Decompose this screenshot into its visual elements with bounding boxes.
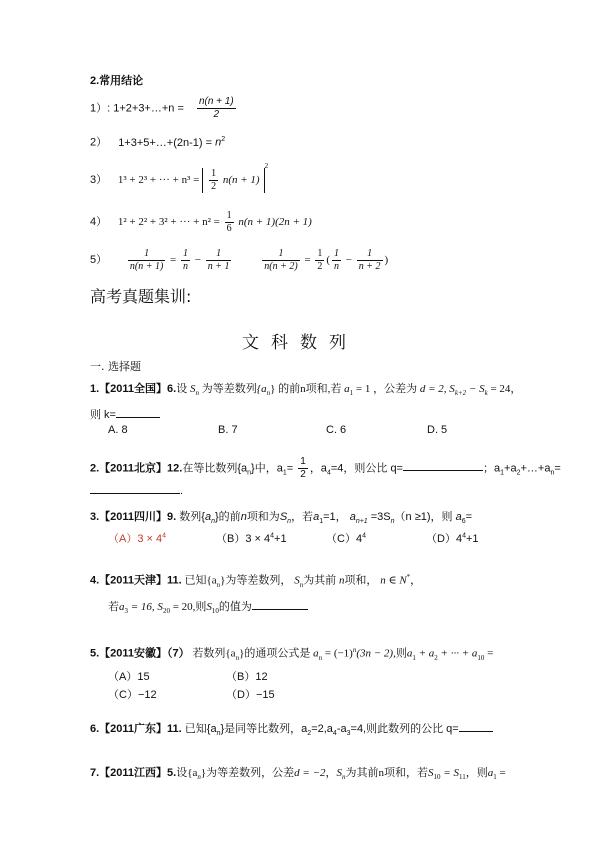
question-7-d: d = −2 <box>294 767 326 779</box>
formula-5-label: 5） <box>90 254 108 267</box>
question-2-line-2 <box>90 482 183 498</box>
question-1-cond2-val: = 24 <box>487 383 511 395</box>
question-2-sub-1: 1 <box>282 469 287 477</box>
question-1-cond2-sub2: k <box>484 389 488 398</box>
formula-5-eq-2: = <box>304 254 311 267</box>
formula-1-denominator: 2 <box>213 109 220 120</box>
question-2-blank-sum[interactable] <box>90 482 180 494</box>
formula-3-numerator: 1 <box>211 168 217 179</box>
question-7-text-c: ， <box>325 767 337 779</box>
question-2-s1: 1 <box>500 469 505 477</box>
formula-4-label: 4） <box>90 216 108 229</box>
question-2-text-e: =4，则公比 q= <box>330 462 403 475</box>
question-3-option-c-exp: 4 <box>362 532 366 540</box>
question-5-text-a: 若数列{a <box>192 647 236 660</box>
question-1-sn: S <box>189 383 196 395</box>
formula-1 <box>90 96 238 121</box>
question-2-frac-num: 1 <box>300 456 306 467</box>
question-5-sum-sub1: 1 <box>412 653 416 662</box>
formula-3-denominator: 2 <box>211 181 217 192</box>
question-3-n: n <box>240 511 247 523</box>
question-1-seq-close: } <box>270 383 276 395</box>
question-4-cond: n ∈ N <box>380 574 407 587</box>
formula-3 <box>90 162 269 193</box>
question-3-an-sub: n <box>211 518 215 526</box>
question-6-text-a: 已知{a <box>184 723 217 735</box>
question-4-text-c: 为其前 <box>303 574 337 587</box>
formula-5-minus-1: − <box>194 254 201 267</box>
question-3-text-f: = <box>465 511 473 523</box>
formula-4-numerator: 1 <box>226 210 232 221</box>
question-5-formula-exp: n <box>352 646 357 654</box>
question-4-line2-g: 的值为 <box>218 601 252 613</box>
question-3-text-e: （n ≥1)，则 <box>394 511 453 523</box>
question-1-text-c: 的前n项和,若 <box>278 383 342 395</box>
question-3-a1-val: =1， <box>323 511 347 523</box>
question-1-option-d[interactable]: D. 5 <box>427 424 448 436</box>
formula-5-frac-b-num: 1 <box>183 248 189 259</box>
formula-3-label: 3） <box>90 174 108 187</box>
formula-3-bracket <box>202 168 265 193</box>
question-2-frac-den: 2 <box>300 469 306 480</box>
question-6-s2: 2 <box>307 730 312 738</box>
question-1-line-2 <box>90 406 160 422</box>
section-title-text: 2.常用结论 <box>90 75 144 87</box>
question-5-prefix: 5.【2011安徽】（7） <box>90 647 190 660</box>
question-3-text-c: 项和为 <box>246 511 280 523</box>
formula-5-frac-f-num: 1 <box>334 248 340 259</box>
question-4-line2-c-sub: 20 <box>162 607 170 616</box>
question-4-cond-sup: * <box>406 573 411 581</box>
question-7-sn-sub: n <box>342 773 346 782</box>
question-3-a6-sub: 6 <box>461 518 466 526</box>
question-1-cond1-sub: 1 <box>349 389 354 398</box>
question-1-sn-sub: n <box>195 389 199 398</box>
formula-5-frac-c-num: 1 <box>206 248 232 261</box>
formula-5-frac-a <box>128 248 165 273</box>
question-3-option-b-label: （B）3 × 4 <box>216 533 271 545</box>
question-2-text-h: +…+a <box>520 462 551 475</box>
question-7-text-f: = <box>496 767 506 779</box>
subject-title: 文科数列 <box>242 333 358 353</box>
formula-2-text: 1+3+5+…+(2n-1) = <box>118 136 213 149</box>
question-5-formula: a <box>313 647 319 660</box>
question-2-sub-4: 4 <box>326 469 331 477</box>
question-1-option-a[interactable]: A. 8 <box>108 424 128 436</box>
question-3-a1: a <box>313 511 320 523</box>
question-6-prefix: 6.【2011广东】11. <box>90 723 182 735</box>
formula-4 <box>90 210 312 235</box>
question-3-a1-sub: 1 <box>319 518 324 526</box>
question-2-text-d: ，a <box>309 462 327 475</box>
question-1-text-a: 设 <box>176 383 188 395</box>
question-6-text-c: =2,a <box>311 723 333 735</box>
question-2-prefix: 2.【2011北京】12. <box>90 462 183 475</box>
question-7-s10-eq: = S <box>440 767 459 779</box>
question-1-text-e: ， <box>510 383 522 395</box>
formula-5-frac-g-num: 1 <box>357 248 383 261</box>
formula-1-label: 1）: 1+2+3+…+n = <box>90 102 184 115</box>
question-5-formula-sub: n <box>318 653 323 662</box>
formula-5-minus-2: − <box>345 254 353 267</box>
question-5-sum-sub3: 10 <box>477 653 485 662</box>
question-1-prefix: 1.【2011全国】6. <box>90 383 177 395</box>
formula-5-frac-a-den: n(n + 1) <box>129 261 164 272</box>
question-3-sn-sub: n <box>287 518 292 526</box>
question-3-text-b: }的前 <box>215 511 241 523</box>
question-7-a1-sub: 1 <box>493 773 497 782</box>
question-5-text-c: ,则 <box>393 647 407 660</box>
question-1-cond1: a <box>344 383 350 395</box>
question-3-option-d-tail: +1 <box>465 533 479 545</box>
question-3-text-a: 数列{ <box>179 511 205 523</box>
question-3-option-d[interactable] <box>426 530 479 546</box>
formula-4-denominator: 6 <box>226 223 232 234</box>
question-5-option-c[interactable]: （C）−12 <box>108 689 157 701</box>
question-5-option-b[interactable]: （B）12 <box>226 671 268 683</box>
question-4-line2-c: = 16, S <box>128 601 163 613</box>
question-3 <box>90 510 472 529</box>
formula-5-frac-c-den: n + 1 <box>207 261 230 272</box>
question-1-seq: {a <box>256 383 267 395</box>
question-3-option-a[interactable] <box>108 530 166 546</box>
question-3-option-a-exp: 4 <box>162 532 167 540</box>
formula-5-eq-1: = <box>170 254 177 267</box>
question-2-s2: 2 <box>516 469 521 477</box>
question-1-answer-blank[interactable] <box>116 406 160 418</box>
question-4-an-sub: n <box>216 580 221 589</box>
question-7-an-sub: n <box>197 773 201 782</box>
question-2 <box>90 456 561 481</box>
formula-5 <box>90 248 388 273</box>
section-title <box>90 74 143 88</box>
formula-5-frac-e-num: 1 <box>317 248 323 259</box>
question-7-text-b: }为等差数列，公差 <box>200 767 295 779</box>
question-3-an: a <box>204 511 212 523</box>
question-2-blank-q[interactable] <box>403 459 483 471</box>
question-4 <box>90 570 421 592</box>
question-2-line2-end: . <box>180 485 184 497</box>
question-3-option-b-tail: +1 <box>274 533 287 545</box>
question-5-sum-d: = <box>484 647 494 660</box>
formula-2-label: 2） <box>90 136 108 149</box>
question-4-line2-f: S <box>206 601 212 613</box>
formula-2 <box>90 133 225 150</box>
question-6-text-b: }是同等比数列，a <box>220 723 308 735</box>
question-7-text-d: 为其前n项和，若 <box>345 767 429 779</box>
question-4-n: n <box>338 574 345 587</box>
formula-5-frac-f-den: n <box>334 261 340 272</box>
question-7-text-a: 设{a <box>176 767 198 779</box>
question-4-text-d: 项和， <box>344 574 378 587</box>
question-2-sub-n: n <box>247 469 252 477</box>
question-1 <box>90 382 521 400</box>
question-5-sum-b: + a <box>415 647 435 660</box>
question-1-cond2-sub: k+2 <box>454 389 467 398</box>
question-2-text-b: }中，a <box>251 462 283 475</box>
question-1-cond2: d = 2, S <box>419 383 455 395</box>
question-4-line2-e: ,则 <box>192 601 207 613</box>
question-3-text-d: ，若 <box>291 511 314 523</box>
question-2-text-a: 在等比数列{a <box>182 462 248 475</box>
question-3-a6: a <box>455 511 462 523</box>
question-5-formula-val: = (−1) <box>322 647 353 660</box>
question-3-option-c[interactable] <box>326 530 366 546</box>
formula-1-fraction <box>197 96 236 121</box>
question-7-sn: S <box>336 767 343 779</box>
question-7-prefix: 7.【2011江西】5. <box>90 767 177 779</box>
question-1-answer-label: 则 k= <box>90 409 116 421</box>
question-3-option-d-label: （D）4 <box>426 533 463 545</box>
part-title: 一. 选择题 <box>90 360 141 373</box>
question-3-sn: S <box>279 511 288 523</box>
question-1-cond1-val: = 1 <box>353 383 371 395</box>
question-7-s11-sub: 11 <box>458 773 466 782</box>
question-5-formula-tail: (3n − 2) <box>356 647 394 660</box>
question-2-text-c: = <box>286 462 294 475</box>
question-4-line2-a: 若 <box>108 601 119 613</box>
question-6 <box>90 720 493 741</box>
question-6-answer-blank[interactable] <box>459 720 493 732</box>
question-1-text-d: ，公差为 <box>373 383 418 395</box>
formula-4-tail: n(n + 1)(2n + 1) <box>238 216 312 229</box>
question-4-line2-b: a <box>119 601 125 613</box>
question-3-option-a-label: （A）3 × 4 <box>108 533 163 545</box>
question-4-line-2 <box>108 598 308 618</box>
formula-3-tail: n(n + 1) <box>222 174 260 187</box>
formula-5-frac-d-num: 1 <box>262 248 299 261</box>
question-7 <box>90 766 506 784</box>
question-5-sum: a <box>406 647 413 660</box>
question-5-sum-c: + ··· + a <box>437 647 478 660</box>
question-3-option-b-exp: 4 <box>270 532 275 540</box>
question-4-line2-b-sub: 3 <box>124 607 128 616</box>
question-1-seq-sub: n <box>266 389 271 398</box>
question-6-s4: 4 <box>332 730 337 738</box>
question-5-option-a[interactable]: （A）15 <box>108 671 150 683</box>
question-7-s10-sub: 10 <box>433 773 441 782</box>
question-2-text-i: = <box>554 462 561 475</box>
question-2-text-g: +a <box>504 462 517 475</box>
formula-2-rhs: n <box>215 136 222 149</box>
formula-3-fraction <box>209 168 218 193</box>
question-4-line2-d: = 20 <box>169 601 193 613</box>
practice-heading: 高考真题集训: <box>90 287 192 306</box>
question-6-an-sub: n <box>216 730 221 738</box>
question-1-cond2-mid: − S <box>466 383 485 395</box>
formula-5-frac-b <box>181 248 190 273</box>
question-5-sum-sub2: 2 <box>434 653 438 662</box>
question-5-option-d[interactable]: （D）−15 <box>226 689 275 701</box>
question-2-fraction <box>298 456 308 481</box>
question-5 <box>90 643 493 665</box>
formula-5-frac-a-num: 1 <box>128 248 165 261</box>
formula-5-frac-g-den: n + 2 <box>358 261 381 272</box>
question-7-s10: S <box>428 767 434 779</box>
formula-4-fraction <box>225 210 234 235</box>
formula-2-exponent: 2 <box>221 136 226 143</box>
formula-5-close-paren: ) <box>384 254 389 267</box>
question-6-text-d: -a <box>336 723 347 735</box>
question-1-option-c[interactable]: C. 6 <box>326 424 347 436</box>
formula-5-frac-e <box>315 248 324 273</box>
question-4-text-a: 已知{a <box>184 574 217 587</box>
question-7-a1: a <box>487 767 494 779</box>
question-2-text-f: ；a <box>482 462 501 475</box>
formula-5-frac-c <box>206 248 232 273</box>
question-3-prefix: 3.【2011四川】9. <box>90 511 177 523</box>
question-2-s3: n <box>550 469 555 477</box>
question-4-prefix: 4.【2011天津】11. <box>90 574 182 587</box>
question-3-an1-val: =3S <box>367 511 391 523</box>
question-5-an-sub: n <box>235 653 240 662</box>
question-5-text-b: }的通项公式是 <box>239 647 311 660</box>
formula-5-frac-b-den: n <box>183 261 189 272</box>
question-3-option-b[interactable] <box>216 530 287 546</box>
question-4-answer-blank[interactable] <box>252 598 308 610</box>
question-3-an1-sub: n+1 <box>355 518 368 526</box>
question-6-text-e: =4,则此数列的公比 q= <box>350 723 459 735</box>
formula-5-open-paren: ( <box>326 254 331 267</box>
question-4-text-e: ， <box>410 574 422 587</box>
formula-5-frac-d-den: n(n + 2) <box>264 261 298 272</box>
formula-4-lhs: 1² + 2² + 3² + ··· + n² = <box>117 216 220 229</box>
question-4-sn: S <box>294 574 300 587</box>
formula-5-frac-g <box>357 248 383 273</box>
question-4-text-b: }为等差数列， <box>220 574 292 587</box>
question-3-option-d-exp: 4 <box>462 532 466 540</box>
question-4-sn-sub: n <box>299 580 304 589</box>
formula-3-lhs: 1³ + 2³ + ··· + n³ = <box>117 174 200 187</box>
formula-5-frac-d <box>262 248 299 273</box>
question-3-an1-val-sub: n <box>390 518 395 526</box>
formula-5-frac-f <box>332 248 341 273</box>
question-1-option-b[interactable]: B. 7 <box>218 424 238 436</box>
formula-1-numerator: n(n + 1) <box>198 96 234 107</box>
question-4-line2-f-sub: 10 <box>211 607 219 616</box>
formula-3-exponent: 2 <box>264 162 269 171</box>
question-3-an1: a <box>349 511 356 523</box>
question-6-s3: 3 <box>346 730 351 738</box>
question-1-text-b: 为等差数列 <box>201 383 257 395</box>
question-3-option-c-label: （C）4 <box>326 533 363 545</box>
question-7-text-e: ，则 <box>465 767 488 779</box>
formula-5-frac-e-den: 2 <box>317 261 323 272</box>
